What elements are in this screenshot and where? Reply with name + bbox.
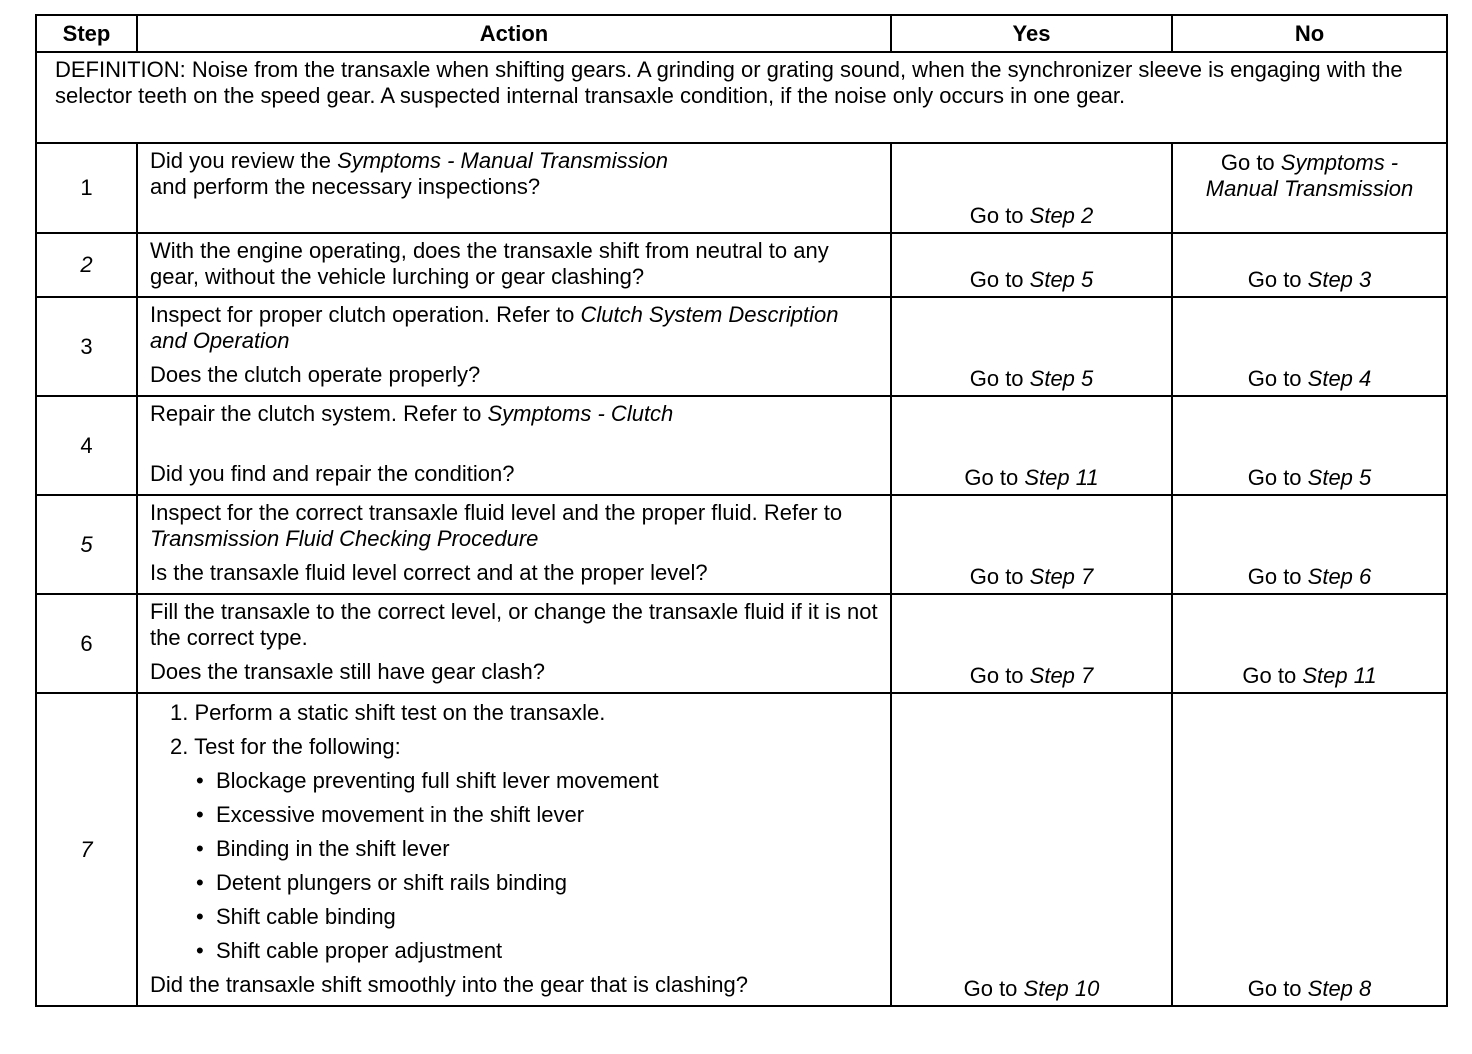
header-no: No [1172,15,1447,52]
action-text: Repair the clutch system. Refer to [150,401,488,426]
yes-cell [891,143,1172,233]
yes-cell [891,396,1172,495]
no-cell [1172,233,1447,297]
list-item: 2. Test for the following: [170,734,401,759]
step-number [36,495,137,594]
no-reference: Step 3 [1307,267,1372,292]
goto-label: Go to [1247,564,1308,589]
no-reference: Step 8 [1307,976,1372,1001]
goto-label: Go to [963,976,1024,1001]
header-row [36,15,1447,52]
table-row [36,396,1447,495]
definition-text: DEFINITION: Noise from the transaxle when shifting gears. A grinding or grating sound, when the synchronizer sleeve is engaging with the selector teeth on the speed gear. A suspected internal transaxle condition, if the noise only occurs in one gear. [36,52,1447,143]
goto-label: Go to [1242,663,1303,688]
yes-reference: Step 11 [1024,465,1099,490]
no-cell [1172,495,1447,594]
header-step: Step [36,15,137,52]
goto-label: Go to [1247,976,1308,1001]
yes-cell [891,233,1172,297]
goto-label: Go to [1247,366,1308,391]
no-reference: Step 4 [1307,366,1372,391]
step-number-text: 2 [80,252,93,277]
yes-reference: Step 5 [1029,267,1094,292]
goto-label: Go to [969,203,1030,228]
action-text: Inspect for proper clutch operation. Refer to [150,302,581,327]
step-number [36,233,137,297]
table-row [36,297,1447,396]
table-row [36,495,1447,594]
action-cell [137,396,891,495]
action-cell [137,143,891,233]
action-reference: Symptoms - Manual Transmission [337,148,668,173]
bullet-item: • Blockage preventing full shift lever movement [150,768,880,794]
yes-cell [891,693,1172,1006]
no-cell [1172,693,1447,1006]
bullet-item: • Shift cable proper adjustment [150,938,880,964]
action-cell: With the engine operating, does the transaxle shift from neutral to any gear, without the vehicle lurching or gear clashing? [137,233,891,297]
action-cell [137,594,891,693]
action-question: Does the clutch operate properly? [150,362,481,387]
goto-label: Go to [969,564,1030,589]
action-cell [137,693,891,1006]
action-cell [137,297,891,396]
no-reference: Step 11 [1302,663,1377,688]
bullet-item: • Detent plungers or shift rails binding [150,870,880,896]
action-question: Does the transaxle still have gear clash? [150,659,545,684]
table-row [36,143,1447,233]
action-cell [137,495,891,594]
step-number: 1 [36,143,137,233]
action-text: Fill the transaxle to the correct level, or change the transaxle fluid if it is not the correct type. [150,599,878,650]
action-reference: Symptoms - Clutch [487,401,674,426]
no-cell [1172,297,1447,396]
action-text: Did you review the [150,148,338,173]
yes-reference: Step 5 [1029,366,1094,391]
header-action: Action [137,15,891,52]
goto-label: Go to [969,366,1030,391]
list-item: 1. Perform a static shift test on the transaxle. [170,700,606,725]
goto-label: Go to [964,465,1025,490]
yes-reference: Step 7 [1029,564,1094,589]
diagnostic-table [35,14,1448,1007]
bullet-item: • Excessive movement in the shift lever [150,802,880,828]
goto-label: Go to [1220,150,1281,175]
action-question: Did the transaxle shift smoothly into the gear that is clashing? [150,972,748,997]
step-number-text: 5 [80,531,93,557]
step-number: 6 [36,594,137,693]
yes-reference: Step 10 [1023,976,1100,1001]
bullet-item: • Shift cable binding [150,904,880,930]
no-reference: Symptoms - [1280,150,1399,175]
step-number: 4 [36,396,137,495]
goto-label: Go to [969,663,1030,688]
definition-row [36,52,1447,143]
action-reference: Transmission Fluid Checking Procedure [150,526,539,551]
step-number [36,693,137,1006]
no-cell [1172,396,1447,495]
no-cell [1172,594,1447,693]
action-text: and perform the necessary inspections? [150,174,541,199]
no-reference: Manual Transmission [1205,176,1414,201]
step-number: 3 [36,297,137,396]
no-reference: Step 6 [1307,564,1372,589]
yes-cell [891,594,1172,693]
no-cell [1172,143,1447,233]
no-reference: Step 5 [1307,465,1372,490]
goto-label: Go to [969,267,1030,292]
goto-label: Go to [1247,267,1308,292]
bullet-item: • Binding in the shift lever [150,836,880,862]
goto-label: Go to [1247,465,1308,490]
action-reference: Clutch System Description and Operation [150,302,839,353]
table-row [36,233,1447,297]
yes-cell [891,297,1172,396]
action-question: Is the transaxle fluid level correct and at the proper level? [150,560,708,585]
action-text: Inspect for the correct transaxle fluid level and the proper fluid. Refer to [150,500,843,525]
header-yes: Yes [891,15,1172,52]
table-row [36,594,1447,693]
step-number-text: 7 [80,836,93,862]
action-question: Did you find and repair the condition? [150,461,515,486]
table-row [36,693,1447,1006]
yes-cell [891,495,1172,594]
yes-reference: Step 7 [1029,663,1094,688]
yes-reference: Step 2 [1029,203,1094,228]
